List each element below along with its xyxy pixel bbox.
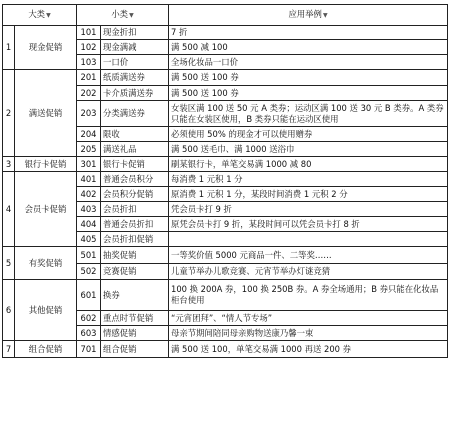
group-name: 其他促销 bbox=[28, 304, 63, 315]
item-example[interactable]: 原凭会员卡打 9 折，某段时间可以凭会员卡打 8 折 bbox=[169, 217, 448, 232]
item-code: 404 bbox=[77, 217, 101, 232]
group-name: 现金促销 bbox=[28, 42, 63, 52]
table-row bbox=[3, 280, 448, 311]
group-name: 银行卡促销 bbox=[24, 158, 67, 169]
filter-dropdown-icon[interactable]: ▼ bbox=[322, 12, 328, 19]
item-example[interactable]: 满 500 送 100，单笔交易满 1000 再送 200 券 bbox=[169, 341, 448, 358]
item-minor: 分类满送券 bbox=[103, 108, 145, 118]
item-example[interactable]: 女装区满 100 送 50 元 A 类券；运动区满 100 送 30 元 B 类券。A 类券只能在女装区使用，B 类券只能在运动区使用 bbox=[169, 101, 448, 127]
group-number: 7 bbox=[3, 341, 15, 358]
item-example[interactable] bbox=[169, 232, 448, 247]
item-minor-cell[interactable] bbox=[101, 202, 169, 217]
group-number: 3 bbox=[3, 157, 15, 172]
item-minor: 普通会员积分 bbox=[103, 173, 154, 184]
item-minor-cell[interactable] bbox=[101, 264, 169, 280]
item-minor: 普通会员折扣 bbox=[103, 218, 154, 229]
item-example[interactable]: “元宵团拜”、“情人节专场” bbox=[169, 311, 448, 326]
item-code: 603 bbox=[77, 326, 101, 341]
table-body bbox=[3, 26, 448, 358]
item-code: 204 bbox=[77, 127, 101, 142]
group-name-cell[interactable] bbox=[15, 172, 77, 247]
item-minor: 一口价 bbox=[103, 56, 129, 67]
item-code: 205 bbox=[77, 142, 101, 157]
item-minor: 纸质满送券 bbox=[103, 72, 145, 82]
item-code: 203 bbox=[77, 101, 101, 127]
item-code: 403 bbox=[77, 202, 101, 217]
item-minor-cell[interactable] bbox=[101, 86, 169, 101]
item-example[interactable]: 满 500 送毛巾、满 1000 送浴巾 bbox=[169, 142, 448, 157]
item-example[interactable]: 一等奖价值 5000 元商品一件、二等奖…… bbox=[169, 247, 448, 264]
item-code: 401 bbox=[77, 172, 101, 187]
item-minor-cell[interactable] bbox=[101, 217, 169, 232]
group-number: 1 bbox=[3, 26, 15, 70]
item-example[interactable]: 7 折 bbox=[169, 26, 448, 40]
item-code: 101 bbox=[77, 26, 101, 40]
filter-dropdown-icon[interactable]: ▼ bbox=[46, 12, 51, 19]
group-number: 2 bbox=[3, 70, 15, 157]
item-example[interactable]: 凭会员卡打 9 折 bbox=[169, 202, 448, 217]
item-minor: 满送礼品 bbox=[103, 143, 137, 154]
filter-dropdown-icon[interactable]: ▼ bbox=[129, 12, 134, 19]
table-row bbox=[3, 247, 448, 264]
item-minor: 竞赛促销 bbox=[103, 266, 137, 276]
item-minor: 抽奖促销 bbox=[103, 249, 137, 260]
table-row bbox=[3, 26, 448, 40]
item-code: 501 bbox=[77, 247, 101, 264]
item-minor-cell[interactable] bbox=[101, 172, 169, 187]
item-minor: 限收 bbox=[103, 128, 120, 139]
item-code: 202 bbox=[77, 86, 101, 101]
item-minor-cell[interactable] bbox=[101, 247, 169, 264]
item-code: 405 bbox=[77, 232, 101, 247]
item-minor: 现金满减 bbox=[103, 41, 137, 52]
group-number: 6 bbox=[3, 280, 15, 341]
item-minor-cell[interactable] bbox=[101, 40, 169, 55]
item-code: 301 bbox=[77, 157, 101, 172]
item-code: 602 bbox=[77, 311, 101, 326]
header-row bbox=[3, 5, 448, 26]
item-code: 103 bbox=[77, 55, 101, 70]
item-example[interactable]: 100 换 200A 券，100 换 250B 券。A 券全场通用；B 券只能在化妆品柜台使用 bbox=[169, 280, 448, 311]
item-minor-cell[interactable] bbox=[101, 101, 169, 127]
header-minor-label: 小类 bbox=[111, 9, 129, 19]
item-minor: 银行卡促销 bbox=[103, 158, 145, 169]
item-minor-cell[interactable] bbox=[101, 341, 169, 358]
item-minor-cell[interactable] bbox=[101, 187, 169, 202]
item-code: 701 bbox=[77, 341, 101, 358]
item-minor: 换券 bbox=[103, 289, 120, 300]
group-name: 有奖促销 bbox=[28, 257, 63, 268]
item-example[interactable]: 儿童节举办儿歌竞赛、元宵节举办灯谜竞猜 bbox=[169, 264, 448, 280]
item-code: 601 bbox=[77, 280, 101, 311]
header-example-label: 应用举例 bbox=[288, 9, 322, 19]
item-example[interactable]: 必须使用 50% 的现金才可以使用赠券 bbox=[169, 127, 448, 142]
item-minor-cell[interactable] bbox=[101, 26, 169, 40]
item-minor-cell[interactable] bbox=[101, 127, 169, 142]
group-name-cell[interactable] bbox=[15, 247, 77, 280]
item-minor: 会员折扣 bbox=[103, 203, 137, 214]
item-code: 402 bbox=[77, 187, 101, 202]
item-minor: 卡介质满送券 bbox=[103, 87, 154, 98]
item-example[interactable]: 母亲节期间陪同母亲购物送康乃馨一束 bbox=[169, 326, 448, 341]
item-code: 201 bbox=[77, 70, 101, 86]
promotion-table bbox=[2, 4, 448, 358]
item-minor-cell[interactable] bbox=[101, 157, 169, 172]
item-example[interactable]: 刷某银行卡，单笔交易满 1000 减 80 bbox=[169, 157, 448, 172]
group-name: 会员卡促销 bbox=[24, 203, 67, 214]
group-name: 满送促销 bbox=[28, 107, 63, 118]
item-example[interactable]: 满 500 送 100 券 bbox=[169, 86, 448, 101]
item-example[interactable]: 满 500 减 100 bbox=[169, 40, 448, 55]
item-minor-cell[interactable] bbox=[101, 142, 169, 157]
group-name-cell[interactable] bbox=[15, 341, 77, 358]
item-minor: 情感促销 bbox=[103, 327, 137, 338]
table-row bbox=[3, 70, 448, 86]
item-minor: 会员积分促销 bbox=[103, 188, 154, 199]
item-example[interactable]: 满 500 送 100 券 bbox=[169, 70, 448, 86]
item-example[interactable]: 每消费 1 元积 1 分 bbox=[169, 172, 448, 187]
header-minor bbox=[77, 5, 169, 26]
item-minor: 现金折扣 bbox=[103, 27, 137, 37]
table-row bbox=[3, 157, 448, 172]
group-name-cell[interactable] bbox=[15, 70, 77, 157]
header-example bbox=[169, 5, 448, 26]
group-number: 5 bbox=[3, 247, 15, 280]
header-major bbox=[3, 5, 77, 26]
item-minor: 会员折扣促销 bbox=[103, 233, 154, 244]
item-minor: 重点时节促销 bbox=[103, 312, 154, 323]
item-minor-cell[interactable] bbox=[101, 326, 169, 341]
table-row bbox=[3, 341, 448, 358]
group-name-cell[interactable] bbox=[15, 157, 77, 172]
group-name: 组合促销 bbox=[28, 343, 63, 354]
group-name-cell[interactable] bbox=[15, 26, 77, 70]
item-minor-cell[interactable] bbox=[101, 232, 169, 247]
item-example[interactable]: 全场化妆品一口价 bbox=[169, 55, 448, 70]
item-code: 102 bbox=[77, 40, 101, 55]
item-code: 502 bbox=[77, 264, 101, 280]
item-example[interactable]: 原消费 1 元积 1 分，某段时间消费 1 元积 2 分 bbox=[169, 187, 448, 202]
item-minor-cell[interactable] bbox=[101, 311, 169, 326]
item-minor-cell[interactable] bbox=[101, 70, 169, 86]
group-number: 4 bbox=[3, 172, 15, 247]
header-major-label: 大类 bbox=[28, 9, 46, 19]
table-row bbox=[3, 172, 448, 187]
group-name-cell[interactable] bbox=[15, 280, 77, 341]
item-minor-cell[interactable] bbox=[101, 280, 169, 311]
item-minor-cell[interactable] bbox=[101, 55, 169, 70]
item-minor: 组合促销 bbox=[103, 343, 137, 354]
